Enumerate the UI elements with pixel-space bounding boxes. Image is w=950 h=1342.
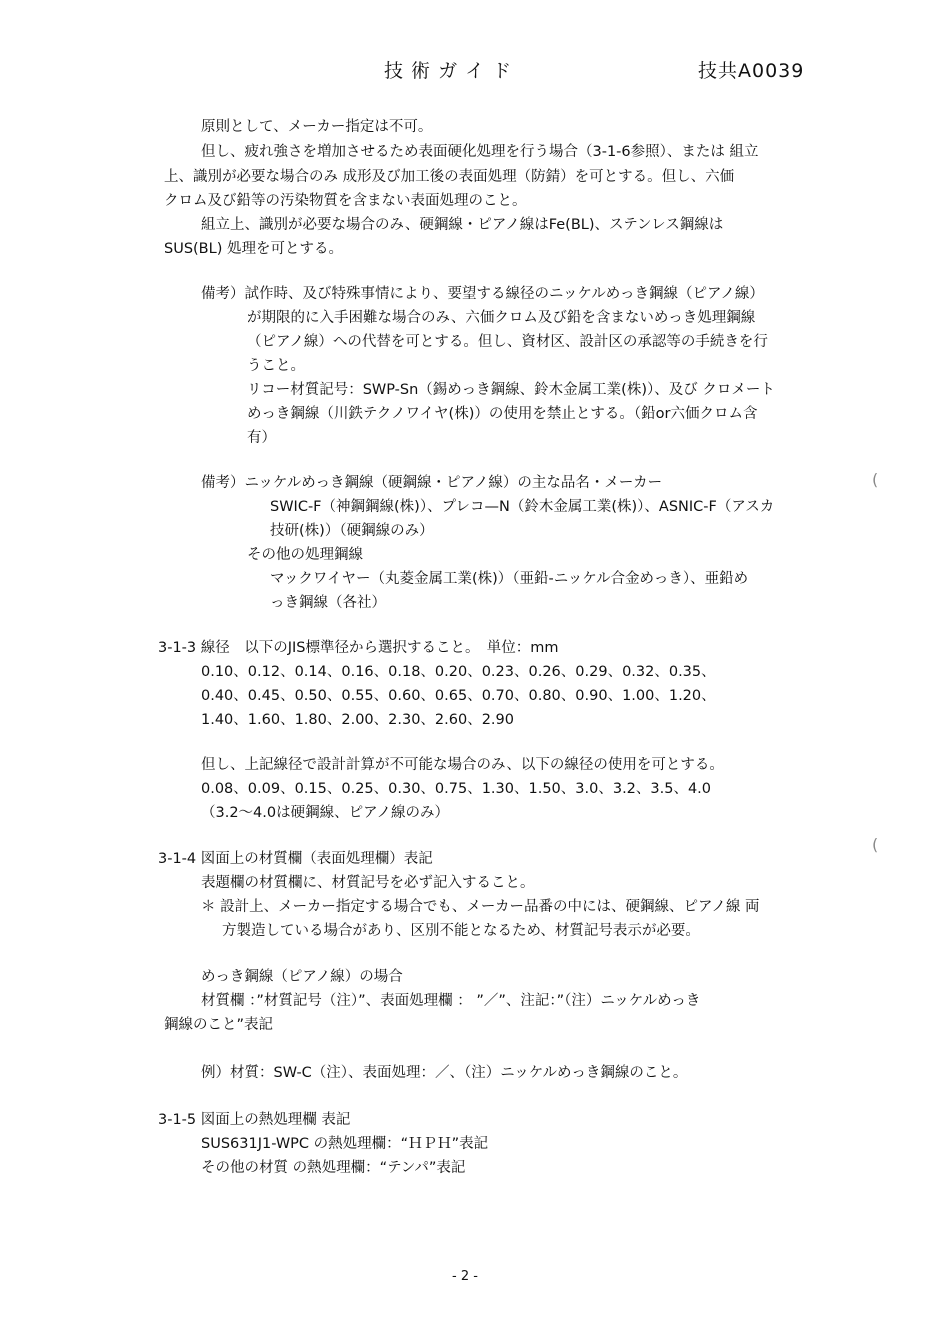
text-line: 0.08、0.09、0.15、0.25、0.30、0.75、1.30、1.50、3.0、3.2、3.5、4.0 bbox=[201, 781, 712, 797]
text-line: 表題欄の材質欄に、材質記号を必ず記入すること。 bbox=[201, 875, 535, 891]
text-line: SUS(BL) 処理を可とする。 bbox=[164, 241, 343, 257]
text-line: ＊ 設計上、メーカー指定する場合でも、メーカー品番の中には、硬鋼線、ピアノ線 両 bbox=[201, 899, 760, 915]
section-heading: 3-1-5 図面上の熱処理欄 表記 bbox=[158, 1112, 351, 1128]
text-line: その他の処理鋼線 bbox=[247, 547, 363, 563]
text-line: 有） bbox=[247, 430, 276, 446]
document-id: 技共A0039 bbox=[698, 60, 805, 82]
text-line: その他の材質 の熱処理欄：“テンパ”表記 bbox=[201, 1160, 466, 1176]
text-line: クロム及び鉛等の汚染物質を含まない表面処理のこと。 bbox=[164, 193, 527, 209]
text-line: 例）材質：SW-C（注）、表面処理：／、（注）ニッケルめっき鋼線のこと。 bbox=[201, 1065, 688, 1081]
text-line: 原則として、メーカー指定は不可。 bbox=[201, 119, 433, 135]
scan-mark: ( bbox=[872, 470, 879, 489]
header-title: 技 術 ガ イ ド bbox=[384, 60, 513, 82]
text-line: めっき鋼線（ピアノ線）の場合 bbox=[201, 969, 403, 985]
text-line: （ピアノ線）への代替を可とする。但し、資材区、設計区の承認等の手続きを行 bbox=[247, 334, 768, 350]
text-line: うこと。 bbox=[247, 358, 305, 374]
text-line: 1.40、1.60、1.80、2.00、2.30、2.60、2.90 bbox=[201, 712, 514, 728]
text-line: 但し、上記線径で設計計算が不可能な場合のみ、以下の線径の使用を可とする。 bbox=[201, 757, 724, 773]
section-heading: 3-1-4 図面上の材質欄（表面処理欄）表記 bbox=[158, 851, 433, 867]
text-line: 上、識別が必要な場合のみ 成形及び加工後の表面処理（防錆）を可とする。但し、六価 bbox=[164, 169, 735, 185]
note-heading: 備考）試作時、及び特殊事情により、要望する線径のニッケルめっき鋼線（ピアノ線） bbox=[201, 286, 764, 302]
scan-mark: ( bbox=[872, 835, 879, 854]
text-line: が期限的に入手困難な場合のみ、六価クロム及び鉛を含まないめっき処理鋼線 bbox=[247, 310, 756, 326]
text-line: 0.10、0.12、0.14、0.16、0.18、0.20、0.23、0.26、0.29、0.32、0.35、 bbox=[201, 664, 716, 680]
text-line: SUS631J1-WPC の熱処理欄：“ＨＰＨ”表記 bbox=[201, 1136, 489, 1152]
text-line: （3.2〜4.0は硬鋼線、ピアノ線のみ） bbox=[201, 805, 449, 821]
section-heading: 3-1-3 線径 以下のJIS標準径から選択すること。 単位：mm bbox=[158, 640, 559, 656]
text-line: リコー材質記号：SWP-Sn（錫めっき鋼線、鈴木金属工業(株)）、及び クロメート bbox=[247, 382, 775, 398]
text-line: マックワイヤー（丸菱金属工業(株)）（亜鉛-ニッケル合金めっき）、亜鉛め bbox=[270, 571, 749, 587]
text-line: SWIC-F（神鋼鋼線(株)）、プレコ—N（鈴木金属工業(株)）、ASNIC-F（アスカ bbox=[270, 499, 775, 515]
text-line: めっき鋼線（川鉄テクノワイヤ(株)）の使用を禁止とする。（鉛or六価クロム含 bbox=[247, 406, 758, 422]
text-line: 但し、疲れ強さを増加させるため表面硬化処理を行う場合（3-1-6参照）、または 組立 bbox=[201, 144, 759, 160]
page-number: - 2 - bbox=[452, 1269, 478, 1284]
text-line: 材質欄 ：”材質記号（注）”、表面処理欄 ： ”／”、注記：”（注）ニッケルめっき bbox=[201, 993, 701, 1009]
text-line: 0.40、0.45、0.50、0.55、0.60、0.65、0.70、0.80、0.90、1.00、1.20、 bbox=[201, 688, 716, 704]
note-heading: 備考）ニッケルめっき鋼線（硬鋼線・ピアノ線）の主な品名・メーカー bbox=[201, 475, 663, 491]
text-line: 方製造している場合があり、区別不能となるため、材質記号表示が必要。 bbox=[222, 923, 700, 939]
text-line: っき鋼線（各社） bbox=[270, 595, 386, 611]
text-line: 技研(株)）（硬鋼線のみ） bbox=[270, 523, 434, 539]
text-line: 鋼線のこと”表記 bbox=[164, 1017, 274, 1033]
text-line: 組立上、識別が必要な場合のみ、硬鋼線・ピアノ線はFe(BL)、ステンレス鋼線は bbox=[201, 217, 724, 233]
